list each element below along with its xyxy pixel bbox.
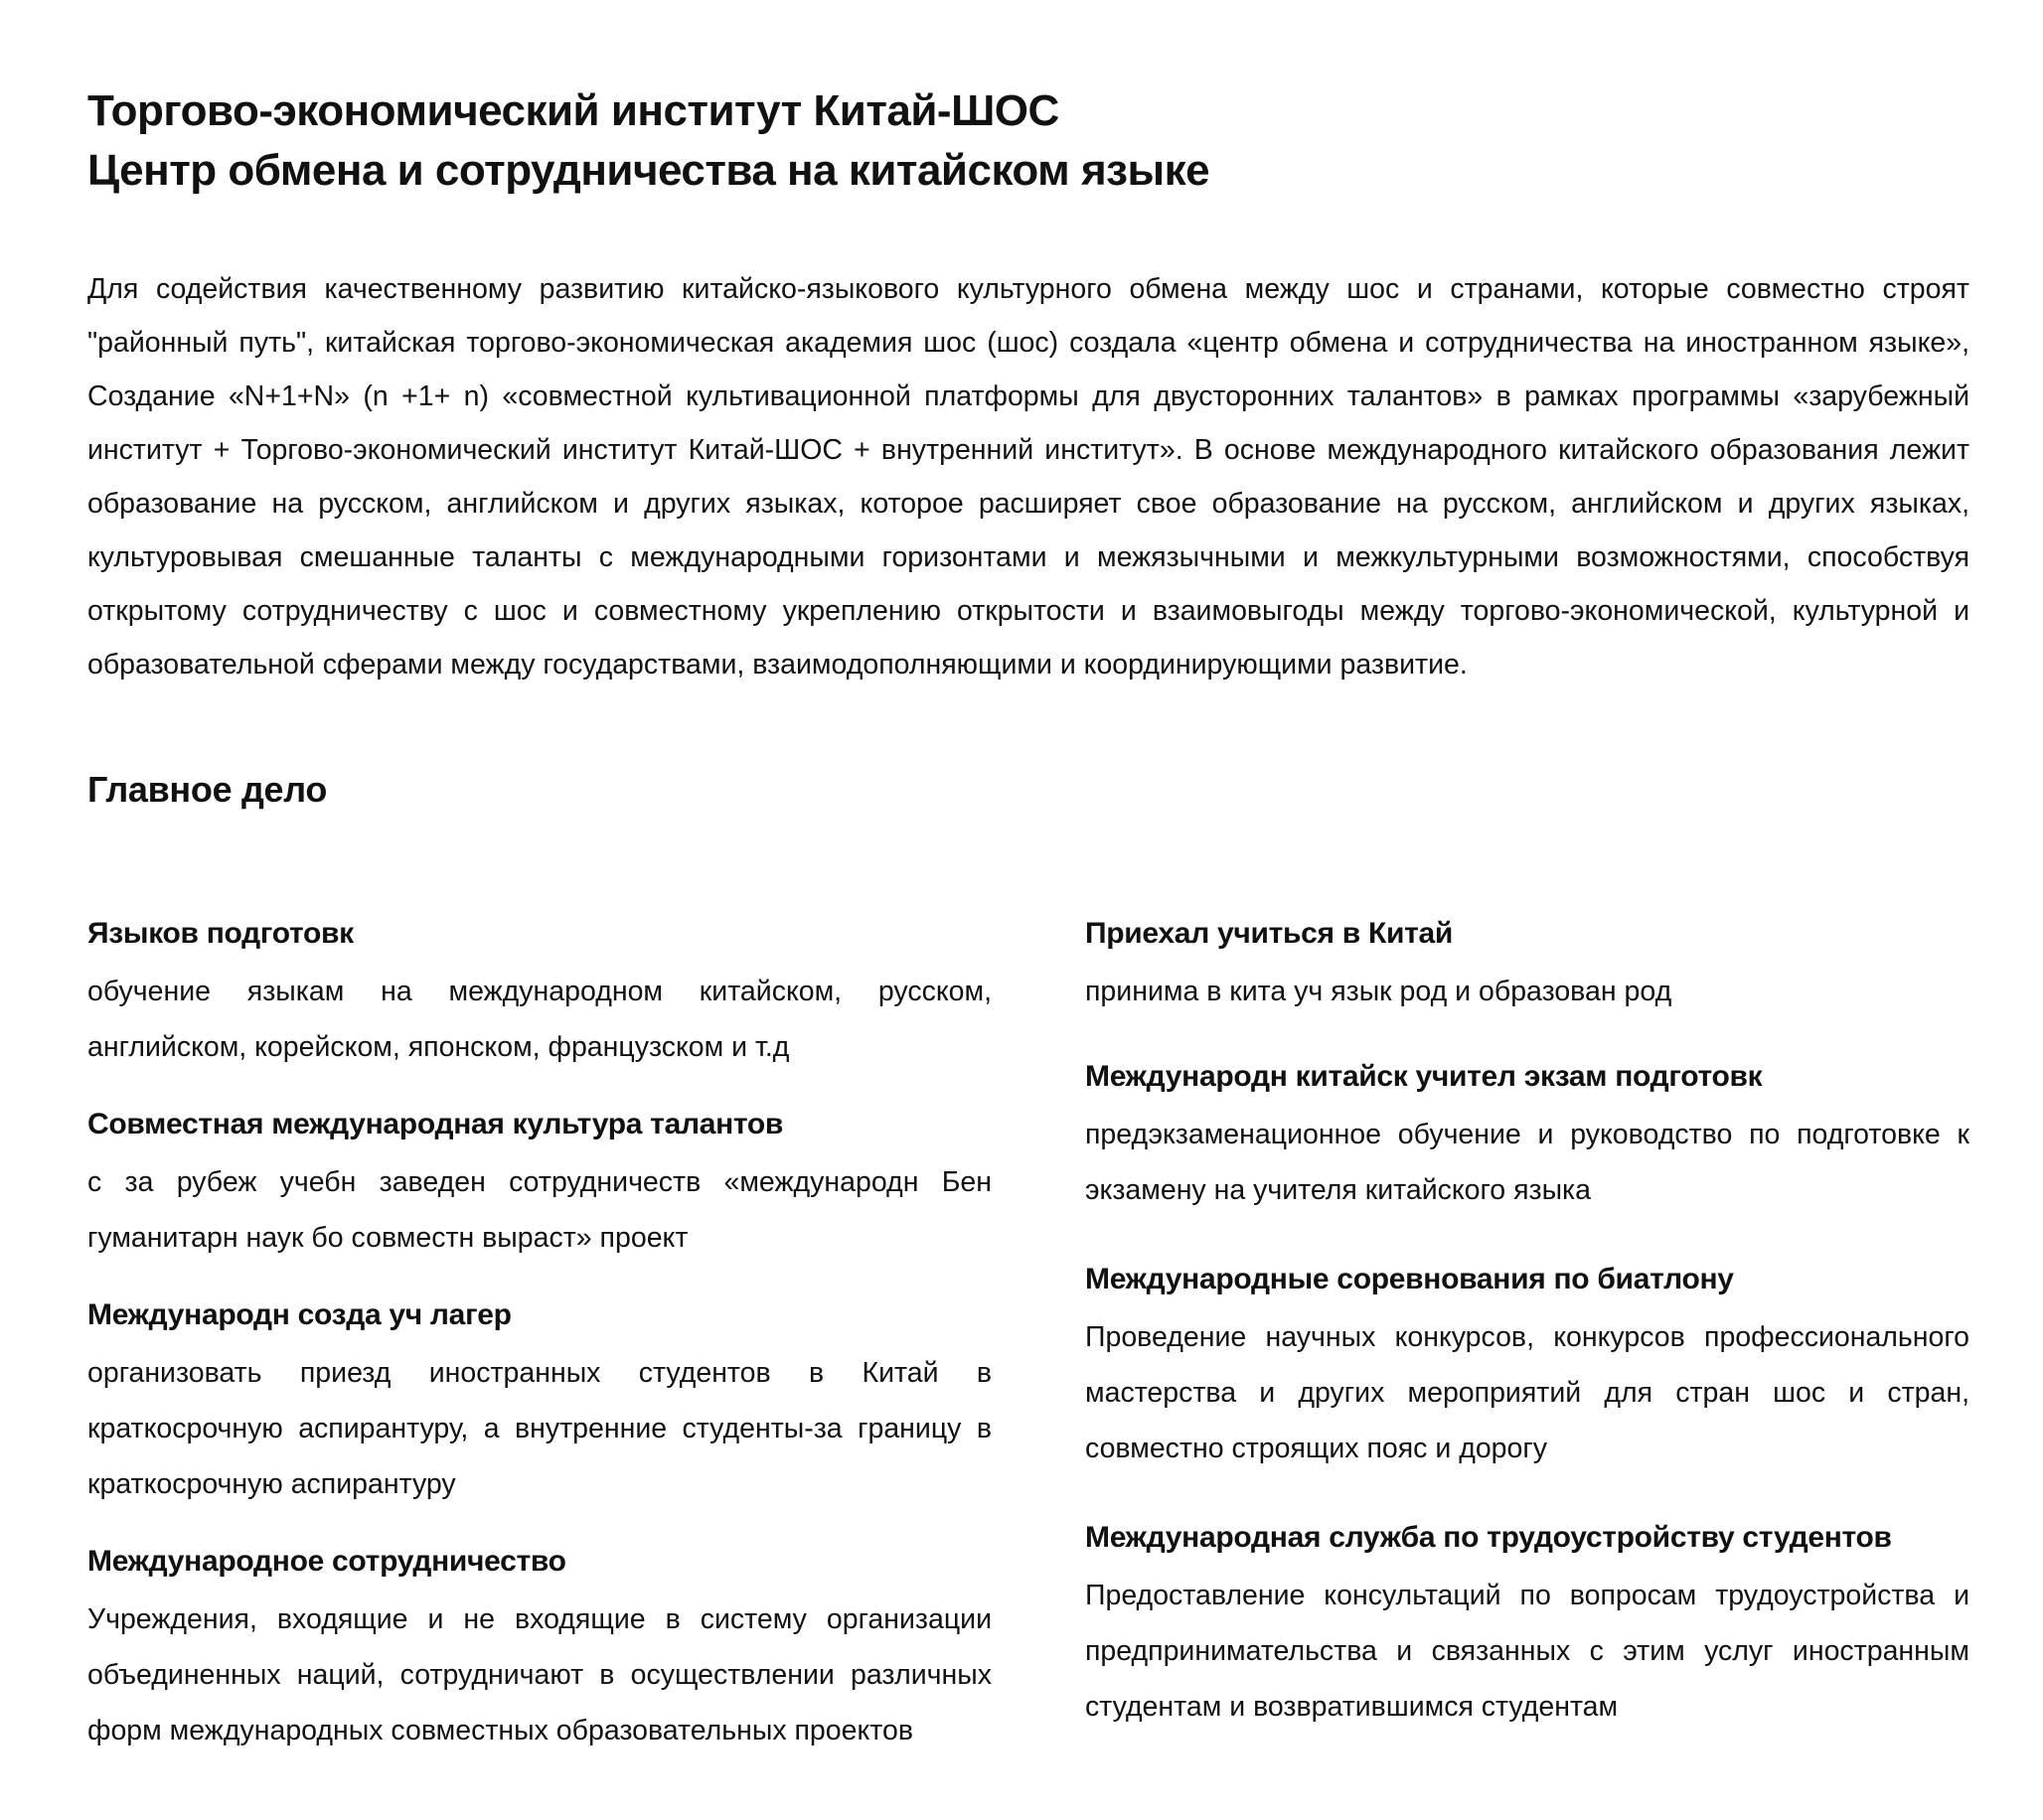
- activity-title: Международн созда уч лагер: [87, 1298, 512, 1331]
- activity-item: [87, 914, 992, 1075]
- activity-title: Приехал учиться в Китай: [1085, 917, 1454, 950]
- activity-title: Международное сотрудничество: [87, 1545, 566, 1578]
- activity-description: предэкзаменационное обучение и руководство по подготовке к экзамену на учителя китайского языка: [1085, 1119, 1969, 1206]
- page-title-line-1: Торгово-экономический институт Китай-ШОС: [87, 86, 1059, 135]
- activity-description: Предоставление консультаций по вопросам трудоустройства и предпринимательства и связанных с этим услуг иностранным студентам и возвратившимся студентам: [1085, 1580, 1969, 1723]
- activity-title: Международная служба по трудоустройству студентов: [1085, 1521, 1892, 1554]
- activity-item: [87, 1542, 992, 1758]
- activity-item: [87, 1295, 992, 1512]
- activity-description: принима в кита уч язык род и образован род: [1085, 976, 1672, 1007]
- activity-item: [1085, 1260, 1969, 1476]
- activity-description: обучение языкам на международном китайском, русском, английском, корейском, японском, французском и т.д: [87, 976, 992, 1063]
- activity-item: [1085, 914, 1969, 1019]
- page-title-line-2: Центр обмена и сотрудничества на китайском языке: [87, 146, 1210, 195]
- activity-item: [1085, 1518, 1969, 1735]
- page-title: [87, 81, 1975, 201]
- activity-title: Совместная международная культура талантов: [87, 1108, 784, 1140]
- activity-description: организовать приезд иностранных студентов в Китай в краткосрочную аспирантуру, а внутренние студенты-за границу в краткосрочную аспирантуру: [87, 1357, 992, 1500]
- activity-description: Учреждения, входящие и не входящие в систему организации объединенных наций, сотрудничают в осуществлении различных форм международных совместных образовательных проектов: [87, 1603, 992, 1746]
- activity-item: [1085, 1057, 1969, 1218]
- activities-left-column: [87, 914, 992, 1758]
- activity-item: [87, 1105, 992, 1266]
- activity-title: Международные соревнования по биатлону: [1085, 1263, 1734, 1295]
- section-title: Главное дело: [87, 769, 328, 810]
- activity-description: с за рубеж учебн заведен сотрудничеств «международн Бен гуманитарн наук бо совместн выраст» проект: [87, 1166, 992, 1254]
- activity-title: Языков подготовк: [87, 917, 354, 950]
- activities-right-column: [1085, 914, 1969, 1735]
- activity-title: Международн китайск учител экзам подготовк: [1085, 1060, 1763, 1093]
- intro-paragraph: Для содействия качественному развитию китайско-языкового культурного обмена между шос и странами, которые совместно строят "районный путь", китайская торгово-экономическая академия шос (шос) создала «центр обмена и сотрудничества на иностранном языке», Создание «N+1+N» (n +1+ n) «совместной культивационной платформы для двусторонних талантов» в рамках программы «зарубежный институт + Торгово-экономический институт Китай-ШОС + внутренний институт». В основе международного китайского образования лежит образование на русском, английском и других языках, которое расширяет свое образование на русском, английском и других языках, культуровывая смешанные таланты с международными горизонтами и межязычными и межкультурными возможностями, способствуя открытому сотрудничеству с шос и совместному укреплению открытости и взаимовыгоды между торгово-экономической, культурной и образовательной сферами между государствами, взаимодополняющими и координирующими развитие.: [87, 273, 1969, 681]
- activity-description: Проведение научных конкурсов, конкурсов профессионального мастерства и других мероприятий для стран шос и стран, совместно строящих пояс и дорогу: [1085, 1321, 1969, 1464]
